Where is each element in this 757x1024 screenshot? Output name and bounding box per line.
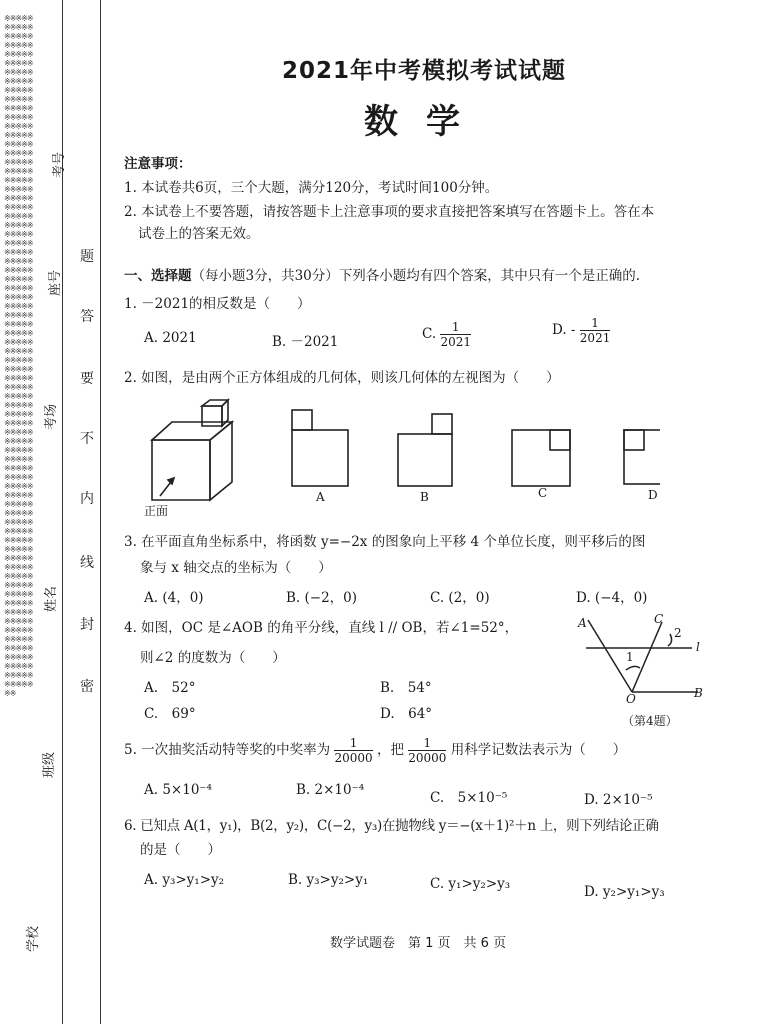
seal-char: 要	[80, 371, 94, 387]
ray-oc	[632, 622, 662, 692]
q2-label-b: B	[420, 490, 429, 504]
notice-heading: 注意事项：	[124, 156, 192, 172]
q1-option-d: D. - $\frac{1}{2021}$	[552, 316, 611, 345]
q5-option-d: D. 2×10⁻⁵	[584, 792, 653, 808]
q3-option-a: A. (4，0)	[144, 590, 204, 606]
q1-option-b: B. －2021	[272, 334, 339, 350]
page-footer: 数学试题卷 第 1 页 共 6 页	[330, 936, 507, 951]
angle-1: 1	[626, 650, 634, 664]
question-4-stem-1: 4. 如图，OC 是∠AOB 的角平分线，直线 l // OB，若∠1=52°，	[124, 620, 519, 636]
q4-caption: （第4题）	[622, 714, 678, 728]
q3-option-c: C. (2，0)	[430, 590, 490, 606]
subject-title: 数学	[364, 102, 488, 142]
pt-a: A	[578, 616, 587, 630]
q3-option-d: D. (−4，0)	[576, 590, 648, 606]
q4-option-b: B. 54°	[380, 680, 432, 696]
q4-option-a: A. 52°	[144, 680, 196, 696]
pt-b: B	[694, 686, 703, 700]
seal-char: 封	[80, 617, 94, 633]
q5-option-a: A. 5×10⁻⁴	[144, 782, 212, 798]
pt-o: O	[626, 692, 636, 706]
question-3-stem-2: 象与 x 轴交点的坐标为（ ）	[140, 560, 332, 576]
field-school: 学校	[26, 925, 41, 952]
pt-c: C	[654, 612, 664, 626]
field-exam-room: 考场	[44, 403, 59, 430]
view-a	[292, 410, 348, 486]
binding-margin	[0, 0, 112, 1024]
q6-option-c: C. y₁>y₂>y₃	[430, 876, 511, 892]
question-2-stem: 2. 如图，是由两个正方体组成的几何体，则该几何体的左视图为（ ）	[124, 370, 560, 386]
angle-2: 2	[674, 626, 682, 640]
field-class: 班级	[42, 751, 57, 778]
pt-l: l	[696, 640, 700, 654]
seal-char: 不	[80, 431, 94, 447]
star-border: ※※※※※※※※※※※※※※※※※※※※※※※※※※※※※※※※※※※※※※※※※※※※※※※※※※※※※※※※※※※※※※※※※※※※※※※※※※※※※※※※※※※※※※※※※※※※※※※※※※※※※※※※※※※※※※※※※※※※※※※※※※※※※※※※※※※※※※※※※※※※※※※※※※※※※※※※※※※※※※※※※※※※※※※※※※※※※※※※※※※※※※※※※※※※※※※※※※※※※※※※※※※※※※※※※※※※※※※※※※※※※※※※※※※※※※※※※※※※※※※※※※※※※※※※※※※※※※※※※※※※※※※※※※※※※※※※※※※※※※※※※※※※※※※※※※※※※※※※※※※※※※※※※※※※※※※※※※※※※※※※※※※※※※※※※※※※※※※※※※※※※※※※※※※※※※※※※※※※※※※※※※※※※※※※※※※※※※※※※	[4, 14, 33, 698]
binding-line-right	[100, 0, 101, 1024]
seal-char: 内	[80, 491, 94, 507]
notice-item: 2. 本试卷上不要答题，请按答题卡上注意事项的要求直接把答案填写在答题卡上。答在本	[124, 204, 655, 220]
notice-item: 1. 本试卷共6页，三个大题，满分120分，考试时间100分钟。	[124, 180, 499, 196]
q1-option-c: C. $\frac{1}{2021}$	[422, 320, 471, 349]
q1-option-a: A. 2021	[144, 330, 197, 346]
section-heading: 一、选择题（每小题3分，共30分）下列各小题均有四个答案，其中只有一个是正确的.	[124, 268, 641, 284]
question-4-stem-2: 则∠2 的度数为（ ）	[140, 650, 286, 666]
field-name: 姓名	[44, 585, 59, 612]
view-b	[398, 414, 452, 486]
q3-option-b: B. (−2，0)	[286, 590, 358, 606]
question-5-stem: 5. 一次抽奖活动特等奖的中奖率为 $\frac{1}{20000}$ ，把 $\frac{1}{20000}$ 用科学记数法表示为（ ）	[124, 736, 627, 765]
question-6-stem-2: 的是（ ）	[140, 842, 221, 858]
cube-solid	[152, 400, 232, 500]
question-6-stem-1: 6. 已知点 A(1，y₁)，B(2，y₂)，C(−2，y₃)在抛物线 y＝−(x＋1)²＋n 上，则下列结论正确	[124, 818, 659, 834]
seal-char: 答	[80, 309, 94, 325]
front-label: 正面	[144, 504, 169, 518]
q2-label-d: D	[648, 488, 658, 502]
question-1-stem: 1. －2021的相反数是（ ）	[124, 296, 311, 312]
q6-option-a: A. y₃>y₁>y₂	[144, 872, 225, 888]
view-c	[512, 430, 570, 486]
q5-option-b: B. 2×10⁻⁴	[296, 782, 365, 798]
q2-label-a: A	[316, 490, 325, 504]
notice-item: 试卷上的答案无效。	[138, 226, 260, 242]
q6-option-d: D. y₂>y₁>y₃	[584, 884, 665, 900]
q4-option-d: D. 64°	[380, 706, 433, 722]
seal-char: 密	[80, 679, 94, 695]
q2-figures	[140, 396, 660, 516]
view-d	[624, 430, 660, 484]
field-seat-number: 座号	[48, 269, 63, 296]
exam-page	[112, 0, 742, 1024]
q4-option-c: C. 69°	[144, 706, 196, 722]
seal-char: 线	[80, 555, 94, 571]
q5-option-c: C. 5×10⁻⁵	[430, 790, 508, 806]
q2-label-c: C	[538, 486, 548, 500]
field-exam-number: 考号	[52, 151, 67, 178]
question-3-stem-1: 3. 在平面直角坐标系中，将函数 y=−2x 的图象向上平移 4 个单位长度，则平移后的图	[124, 534, 646, 550]
seal-char: 题	[80, 249, 94, 265]
q6-option-b: B. y₃>y₂>y₁	[288, 872, 369, 888]
exam-title: 2021年中考模拟考试试题	[282, 58, 567, 84]
